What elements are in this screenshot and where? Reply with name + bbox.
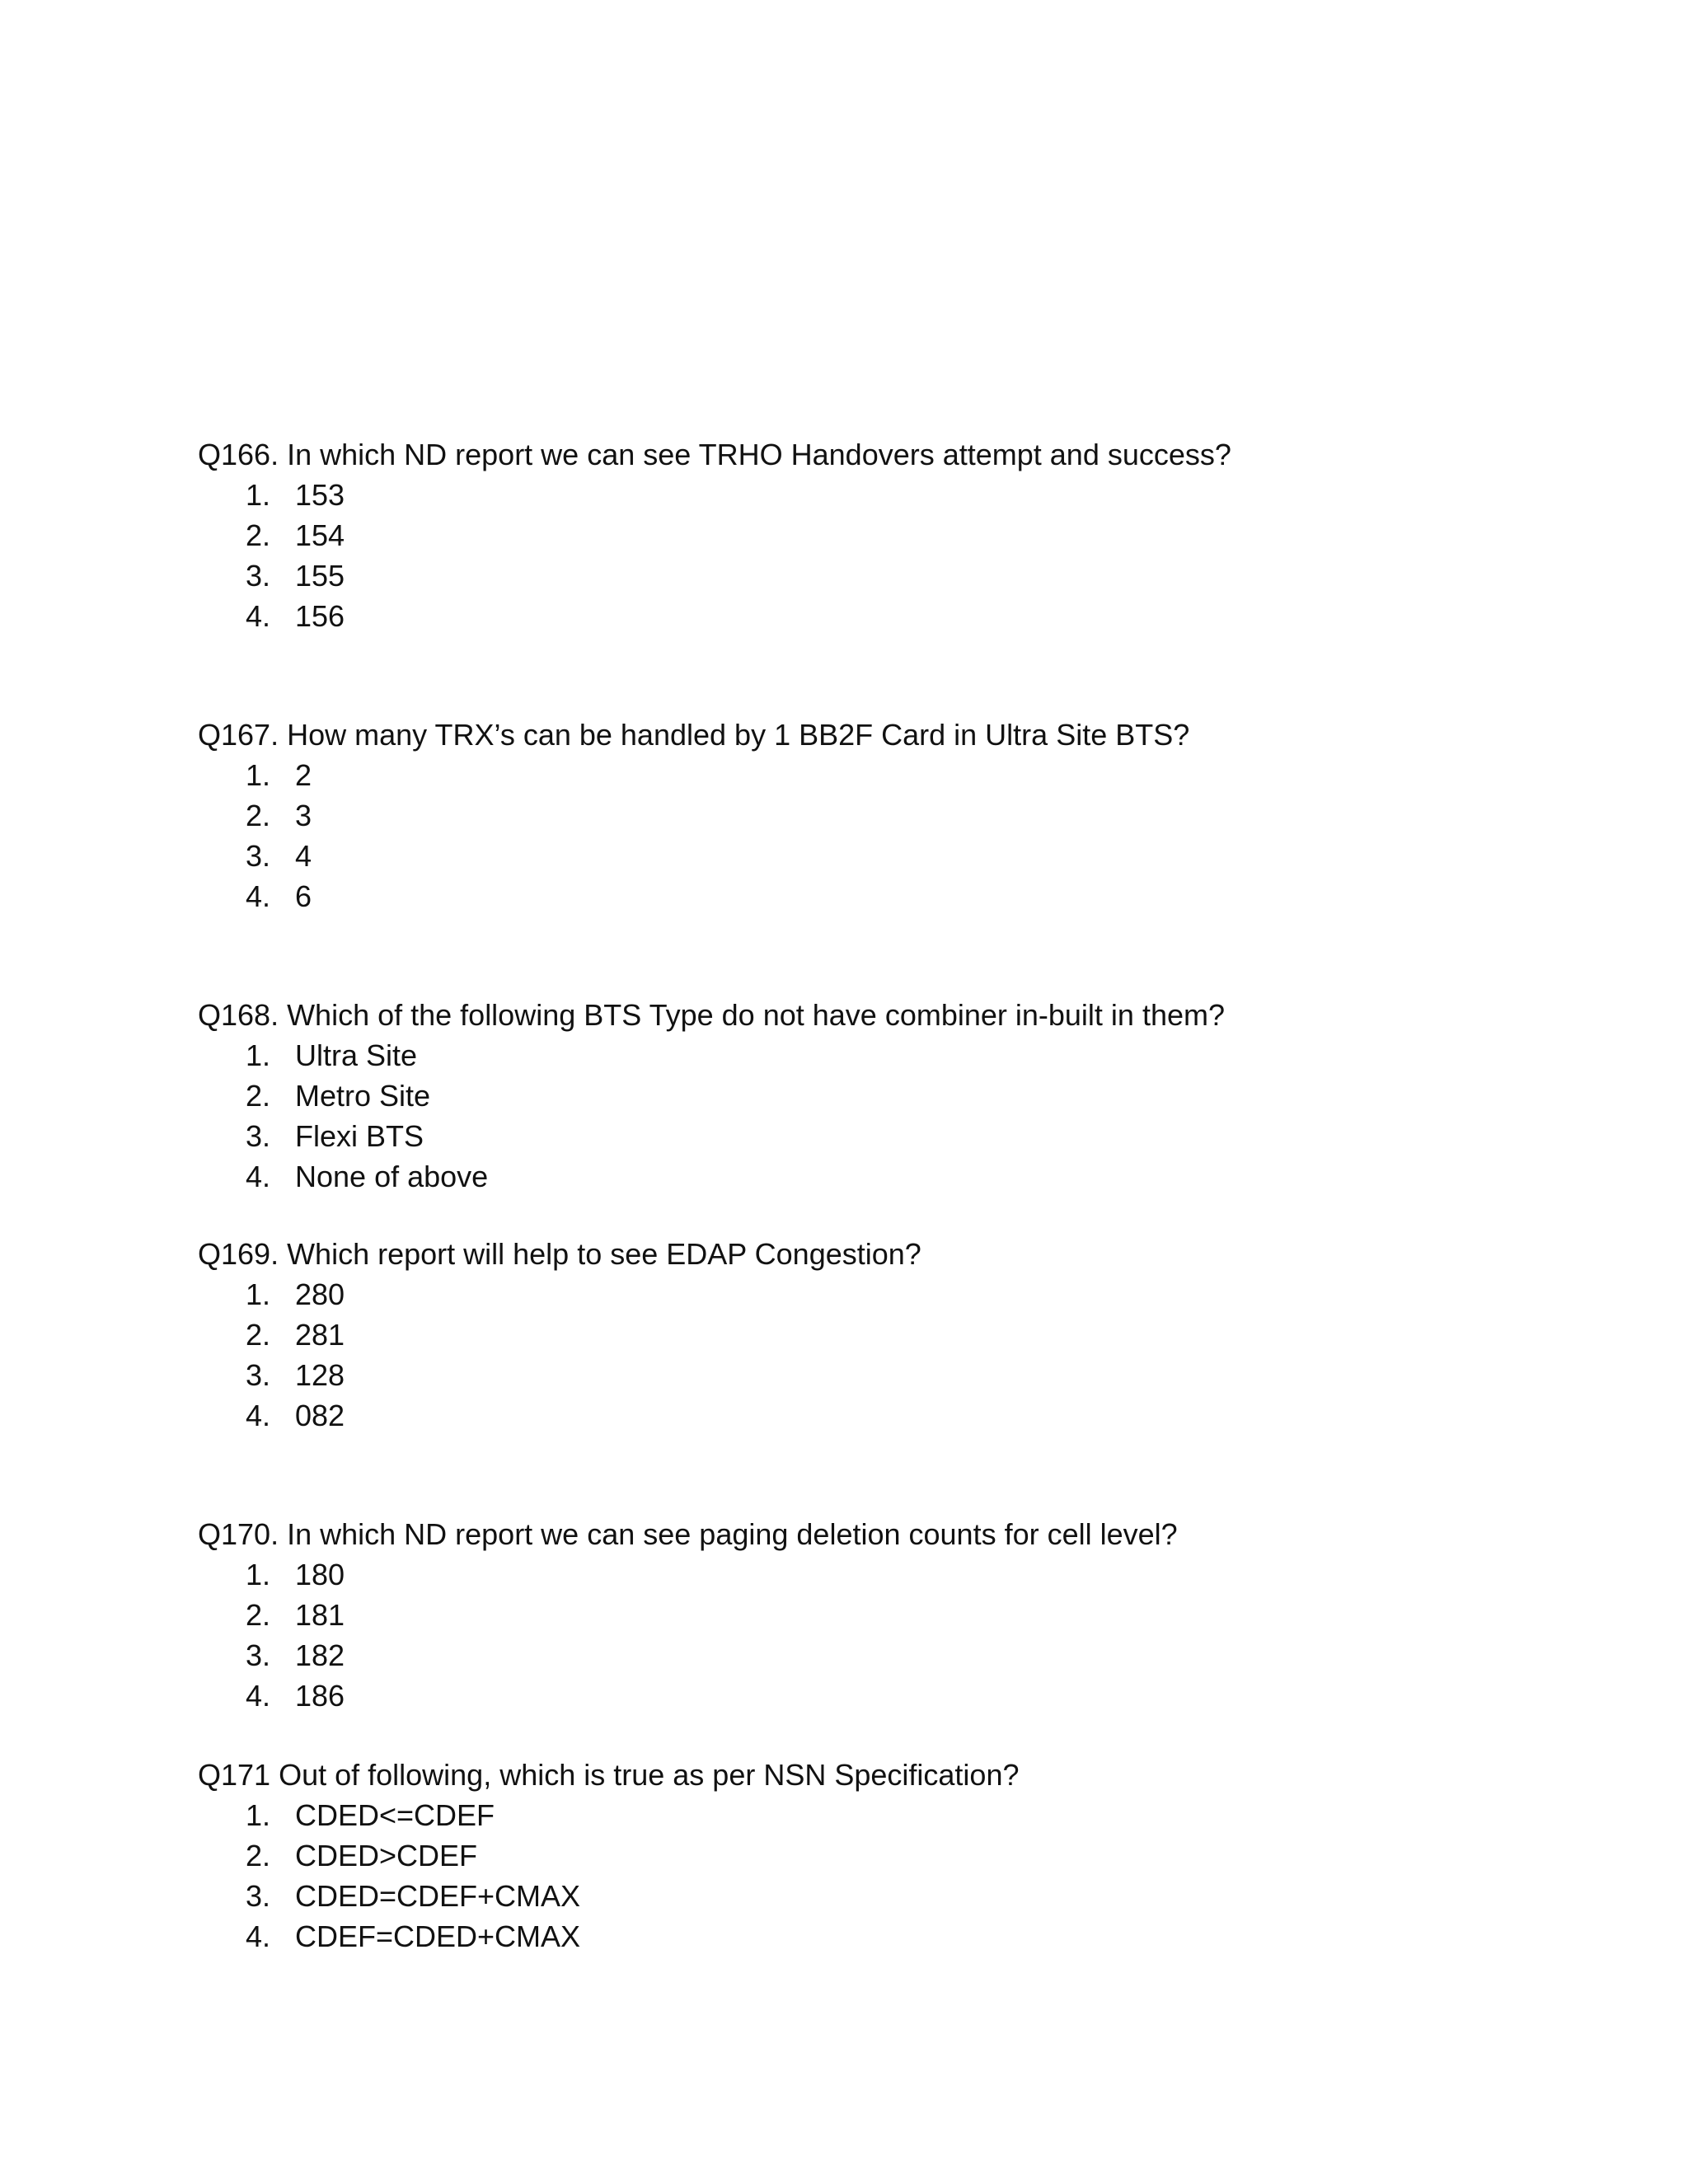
option-text: 2 — [295, 758, 312, 792]
option-text: 186 — [295, 1679, 345, 1713]
answer-option — [198, 1835, 1599, 1876]
question-block-q170 — [198, 1515, 1599, 1716]
option-number: 4. — [246, 1919, 271, 1953]
answer-option — [198, 755, 1599, 795]
option-number: 2. — [246, 1839, 271, 1872]
answer-option — [198, 1395, 1599, 1436]
answer-option — [198, 1595, 1599, 1635]
option-number: 3. — [246, 1119, 271, 1153]
option-number: 3. — [246, 1879, 271, 1913]
answer-options — [198, 1554, 1599, 1716]
answer-option — [198, 1355, 1599, 1395]
option-text: 3 — [295, 799, 312, 832]
answer-options — [198, 1035, 1599, 1197]
option-text: None of above — [295, 1160, 489, 1193]
option-number: 1. — [246, 1277, 271, 1311]
option-text: CDED=CDEF+CMAX — [295, 1879, 581, 1913]
answer-option — [198, 1876, 1599, 1916]
option-text: 154 — [295, 518, 345, 552]
option-number: 4. — [246, 879, 271, 913]
option-number: 2. — [246, 1079, 271, 1113]
option-number: 3. — [246, 559, 271, 593]
option-text: 182 — [295, 1638, 345, 1672]
option-number: 2. — [246, 518, 271, 552]
option-number: 2. — [246, 799, 271, 832]
answer-option — [198, 555, 1599, 596]
option-number: 2. — [246, 1318, 271, 1352]
option-text: 128 — [295, 1358, 345, 1392]
answer-option — [198, 1035, 1599, 1076]
question-block-q168 — [198, 996, 1599, 1197]
option-text: Ultra Site — [295, 1038, 418, 1072]
answer-option — [198, 596, 1599, 636]
option-text: 153 — [295, 478, 345, 512]
question-title: Q171 Out of following, which is true as per NSN Specification? — [198, 1758, 1020, 1792]
option-text: 082 — [295, 1399, 345, 1432]
answer-option — [198, 1156, 1599, 1197]
option-number: 3. — [246, 1358, 271, 1392]
answer-option — [198, 475, 1599, 515]
answer-option — [198, 1675, 1599, 1716]
answer-options — [198, 1795, 1599, 1957]
option-number: 1. — [246, 1798, 271, 1832]
option-text: 155 — [295, 559, 345, 593]
answer-option — [198, 1076, 1599, 1116]
option-text: 181 — [295, 1598, 345, 1632]
question-block-q167 — [198, 715, 1599, 916]
option-text: CDED<=CDEF — [295, 1798, 495, 1832]
option-text: 4 — [295, 839, 312, 873]
answer-option — [198, 795, 1599, 836]
option-text: 156 — [295, 599, 345, 633]
answer-option — [198, 1116, 1599, 1156]
answer-option — [198, 876, 1599, 916]
option-number: 4. — [246, 1679, 271, 1713]
option-number: 4. — [246, 599, 271, 633]
question-block-q169 — [198, 1235, 1599, 1436]
answer-options — [198, 475, 1599, 636]
option-text: Metro Site — [295, 1079, 431, 1113]
answer-option — [198, 515, 1599, 555]
question-block-q171 — [198, 1755, 1599, 1957]
option-number: 3. — [246, 1638, 271, 1672]
answer-options — [198, 1274, 1599, 1436]
answer-option — [198, 1635, 1599, 1675]
option-number: 3. — [246, 839, 271, 873]
answer-option — [198, 1795, 1599, 1835]
option-text: 6 — [295, 879, 312, 913]
question-title: Q167. How many TRX’s can be handled by 1 BB2F Card in Ultra Site BTS? — [198, 718, 1190, 752]
option-text: 281 — [295, 1318, 345, 1352]
answer-option — [198, 1315, 1599, 1355]
answer-option — [198, 1554, 1599, 1595]
option-number: 1. — [246, 1558, 271, 1591]
option-number: 1. — [246, 1038, 271, 1072]
question-title: Q169. Which report will help to see EDAP Congestion? — [198, 1237, 921, 1271]
question-title: Q166. In which ND report we can see TRHO Handovers attempt and success? — [198, 438, 1231, 471]
option-number: 1. — [246, 478, 271, 512]
question-title: Q170. In which ND report we can see paging deletion counts for cell level? — [198, 1517, 1178, 1551]
answer-options — [198, 755, 1599, 916]
answer-option — [198, 836, 1599, 876]
question-block-q166 — [198, 435, 1599, 636]
option-text: CDED>CDEF — [295, 1839, 478, 1872]
option-number: 1. — [246, 758, 271, 792]
option-text: CDEF=CDED+CMAX — [295, 1919, 581, 1953]
option-text: 280 — [295, 1277, 345, 1311]
option-text: Flexi BTS — [295, 1119, 424, 1153]
option-text: 180 — [295, 1558, 345, 1591]
answer-option — [198, 1274, 1599, 1315]
option-number: 4. — [246, 1399, 271, 1432]
option-number: 4. — [246, 1160, 271, 1193]
option-number: 2. — [246, 1598, 271, 1632]
answer-option — [198, 1916, 1599, 1957]
question-title: Q168. Which of the following BTS Type do not have combiner in-built in them? — [198, 998, 1226, 1032]
